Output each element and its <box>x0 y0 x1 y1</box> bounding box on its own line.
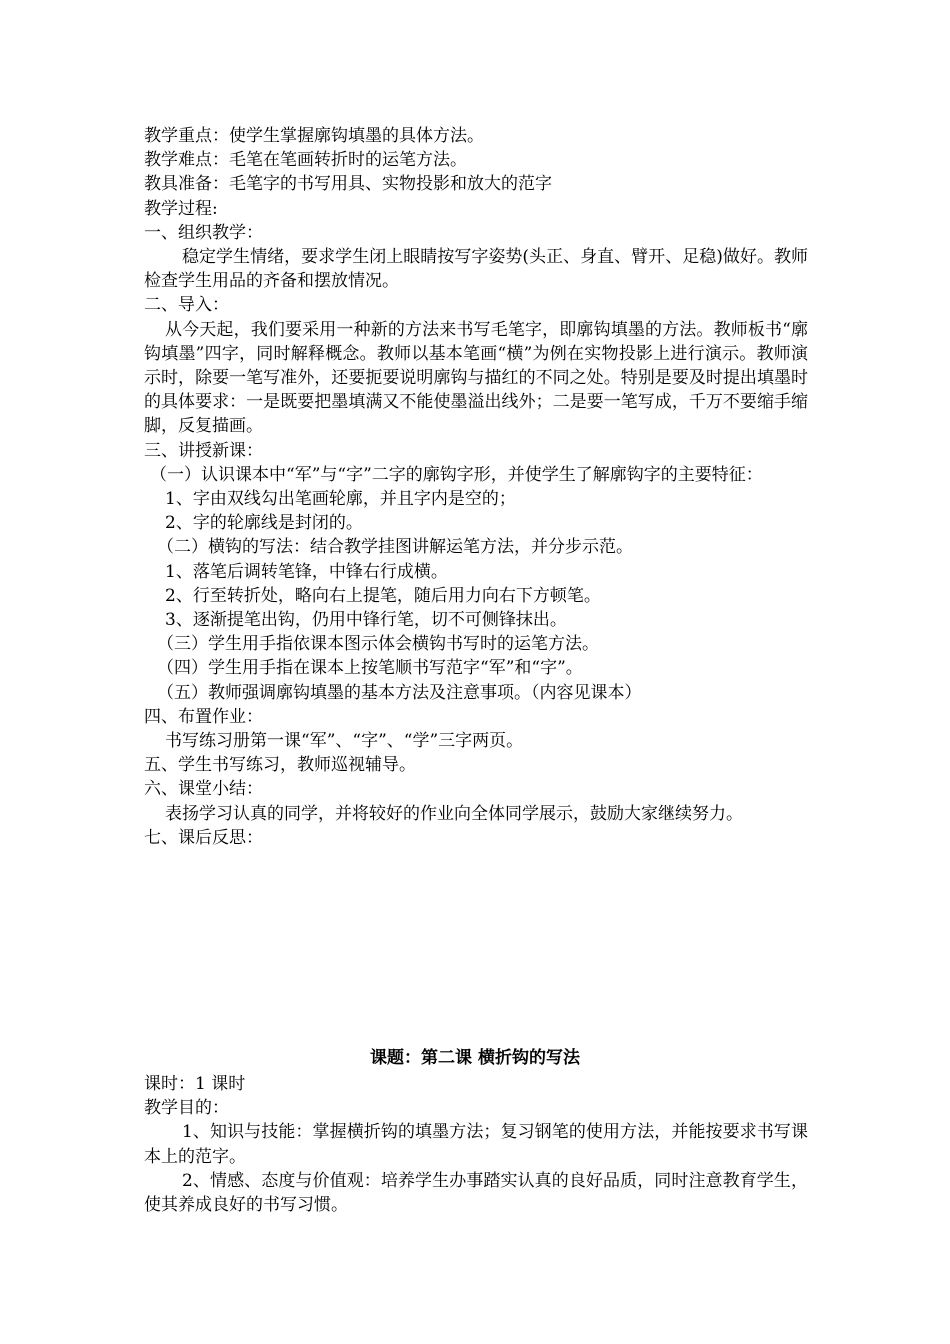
section-7-heading: 七、课后反思： <box>144 827 263 848</box>
teaching-goals: 教学目的： <box>144 1098 229 1119</box>
lesson-2-plan <box>144 1072 808 1217</box>
section-3-part-2-item-1: 1、落笔后调转笔锋，中锋右行成横。 <box>165 561 448 582</box>
section-2-heading: 二、导入： <box>144 295 229 316</box>
section-5-heading: 五、学生书写练习，教师巡视辅导。 <box>144 755 416 776</box>
section-6-heading: 六、课堂小结： <box>144 779 263 800</box>
section-3-part-3: （三）学生用手指依课本图示体会横钩书写时的运笔方法。 <box>157 634 599 655</box>
teaching-tools: 教具准备：毛笔字的书写用具、实物投影和放大的范字 <box>144 174 552 195</box>
section-3-part-5: （五）教师强调廓钩填墨的基本方法及注意事项。（内容见课本） <box>157 682 642 703</box>
section-3-part-1-item-1: 1、字由双线勾出笔画轮廓，并且字内是空的； <box>165 489 516 510</box>
teaching-process: 教学过程: <box>144 198 218 219</box>
difficulty: 教学难点：毛笔在笔画转折时的运笔方法。 <box>144 150 467 171</box>
lesson-2-title: 课题：第二课 横折钩的写法 <box>370 1048 580 1068</box>
section-2-body: 从今天起，我们要采用一种新的方法来书写毛笔字，即廓钩填墨的方法。教师板书“廓钩填墨”四字，同时解释概念。教师以基本笔画“横”为例在实物投影上进行演示。教师演示时，除要一笔写准外，还要扼要说明廓钩与描红的不同之处。特别是要及时提出填墨时的具体要求：一是既要把墨填满又不能使墨溢出线外；二是要一笔写成，千万不要缩手缩脚，反复描画。 <box>144 319 808 437</box>
goal-2: 2、情感、态度与价值观：培养学生办事踏实认真的良好品质，同时注意教育学生，使其养成良好的书写习惯。 <box>144 1170 808 1216</box>
section-3-part-2-item-2: 2、行至转折处，略向右上提笔，随后用力向右下方顿笔。 <box>165 585 601 606</box>
section-1-heading: 一、组织教学： <box>144 222 263 243</box>
section-3-part-1-item-2: 2、字的轮廓线是封闭的。 <box>165 513 363 534</box>
section-4-heading: 四、布置作业： <box>144 706 263 727</box>
section-1-body: 稳定学生情绪，要求学生闭上眼睛按写字姿势(头正、身直、臂开、足稳)做好。教师检查学生用品的齐备和摆放情况。 <box>144 247 808 292</box>
goal-1: 1、知识与技能：掌握横折钩的填墨方法；复习钢笔的使用方法，并能按要求书写课本上的范字。 <box>144 1122 808 1167</box>
section-3-part-4: （四）学生用手指在课本上按笔顺书写范字“军”和“字”。 <box>157 658 583 679</box>
lesson-hours: 课时：1 课时 <box>144 1074 246 1094</box>
section-3-part-2-item-3: 3、逐渐提笔出钩，仍用中锋行笔，切不可侧锋抹出。 <box>165 610 567 631</box>
key-point: 教学重点：使学生掌握廓钩填墨的具体方法。 <box>144 126 484 146</box>
section-6-body: 表扬学习认真的同学，并将较好的作业向全体同学展示，鼓励大家继续努力。 <box>165 803 743 824</box>
section-3-part-1: （一）认识课本中“军”与“字”二字的廓钩字形，并使学生了解廓钩字的主要特征： <box>150 464 763 485</box>
section-3-heading: 三、讲授新课： <box>144 440 263 461</box>
section-3-part-2: （二）横钩的写法：结合教学挂图讲解运笔方法，并分步示范。 <box>157 537 633 558</box>
lesson-1-plan <box>144 124 808 850</box>
section-4-body: 书写练习册第一课“军”、“字”、“学”三字两页。 <box>165 731 524 752</box>
